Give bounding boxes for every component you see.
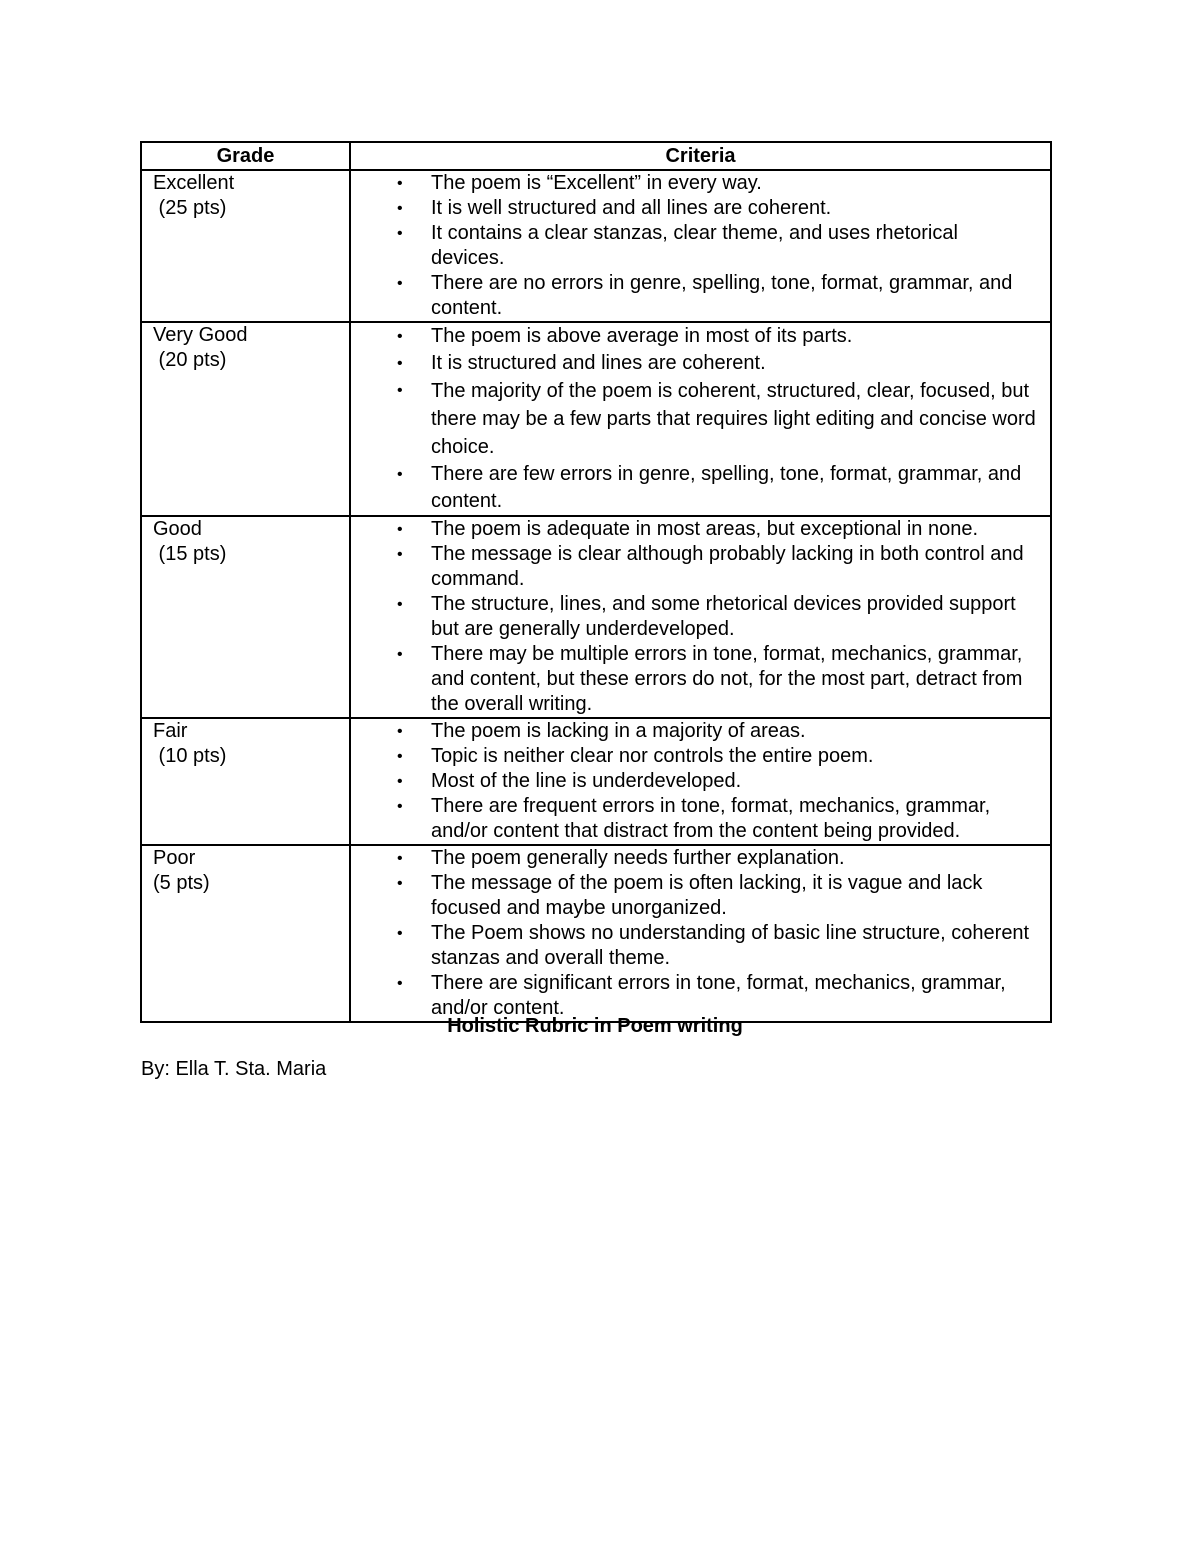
criteria-text: It contains a clear stanzas, clear theme, and uses rhetorical devices. — [431, 222, 958, 269]
grade-points: (15 pts) — [153, 543, 227, 565]
criteria-text: The message of the poem is often lacking, it is vague and lack focused and maybe unorganized. — [431, 872, 983, 919]
criteria-item — [351, 517, 1036, 542]
criteria-item — [351, 171, 1036, 196]
rubric-table — [140, 141, 1052, 1023]
bullet-icon: • — [397, 175, 403, 192]
table-row — [141, 170, 1051, 322]
criteria-column-header: Criteria — [350, 142, 1051, 170]
bullet-icon: • — [397, 275, 403, 292]
criteria-text: There are significant errors in tone, format, mechanics, grammar, and/or content. — [431, 972, 1006, 1019]
criteria-text: There are few errors in genre, spelling, tone, format, grammar, and content. — [431, 463, 1022, 512]
criteria-item — [351, 592, 1036, 642]
bullet-icon: • — [397, 875, 403, 892]
grade-points: (20 pts) — [153, 349, 227, 371]
criteria-text: It is structured and lines are coherent. — [431, 352, 766, 374]
bullet-icon: • — [397, 596, 403, 613]
criteria-text: Most of the line is underdeveloped. — [431, 770, 742, 792]
criteria-text: There are no errors in genre, spelling, tone, format, grammar, and content. — [431, 272, 1013, 319]
bullet-icon: • — [397, 850, 403, 867]
criteria-text: The poem generally needs further explanation. — [431, 847, 845, 869]
table-caption: Holistic Rubric in Poem writing — [447, 1015, 743, 1037]
grade-cell — [141, 845, 350, 1022]
criteria-item — [351, 719, 1036, 744]
grade-cell — [141, 170, 350, 322]
grade-name: Excellent — [153, 172, 235, 194]
criteria-text: There may be multiple errors in tone, format, mechanics, grammar, and content, but these errors do not, for the most part, detract from the overall writing. — [431, 643, 1023, 715]
table-row — [141, 322, 1051, 516]
bullet-icon: • — [397, 466, 403, 483]
criteria-text: It is well structured and all lines are coherent. — [431, 197, 832, 219]
bullet-icon: • — [397, 748, 403, 765]
author-line: By: Ella T. Sta. Maria — [141, 1058, 327, 1080]
grade-cell — [141, 516, 350, 718]
criteria-item — [351, 846, 1036, 871]
criteria-text: The poem is adequate in most areas, but exceptional in none. — [431, 518, 979, 540]
criteria-list — [351, 517, 1036, 717]
criteria-cell — [350, 845, 1051, 1022]
criteria-item — [351, 377, 1036, 461]
bullet-icon: • — [397, 225, 403, 242]
criteria-cell — [350, 718, 1051, 845]
criteria-item — [351, 196, 1036, 221]
grade-points: (5 pts) — [153, 872, 210, 894]
criteria-item — [351, 271, 1036, 321]
grade-points: (25 pts) — [153, 197, 227, 219]
grade-cell — [141, 322, 350, 516]
bullet-icon: • — [397, 328, 403, 345]
criteria-cell — [350, 516, 1051, 718]
criteria-text: The poem is lacking in a majority of areas. — [431, 720, 806, 742]
bullet-icon: • — [397, 773, 403, 790]
criteria-text: The structure, lines, and some rhetorical devices provided support but are generally underdeveloped. — [431, 593, 1016, 640]
table-row — [141, 845, 1051, 1022]
table-header-row — [141, 142, 1051, 170]
criteria-item — [351, 323, 1036, 350]
criteria-item — [351, 794, 1036, 844]
criteria-item — [351, 744, 1036, 769]
grade-points: (10 pts) — [153, 745, 227, 767]
criteria-text: The poem is “Excellent” in every way. — [431, 172, 762, 194]
bullet-icon: • — [397, 798, 403, 815]
criteria-list — [351, 719, 1036, 844]
bullet-icon: • — [397, 382, 403, 399]
criteria-item — [351, 921, 1036, 971]
criteria-item — [351, 350, 1036, 377]
criteria-item — [351, 221, 1036, 271]
bullet-icon: • — [397, 925, 403, 942]
criteria-list — [351, 171, 1036, 321]
bullet-icon: • — [397, 723, 403, 740]
bullet-icon: • — [397, 646, 403, 663]
criteria-item — [351, 769, 1036, 794]
bullet-icon: • — [397, 975, 403, 992]
grade-name: Good — [153, 518, 202, 540]
bullet-icon: • — [397, 546, 403, 563]
grade-name: Poor — [153, 847, 196, 869]
criteria-text: Topic is neither clear nor controls the entire poem. — [431, 745, 874, 767]
table-row — [141, 516, 1051, 718]
criteria-item — [351, 461, 1036, 515]
criteria-text: The message is clear although probably lacking in both control and command. — [431, 543, 1024, 590]
criteria-cell — [350, 170, 1051, 322]
criteria-item — [351, 542, 1036, 592]
criteria-cell — [350, 322, 1051, 516]
criteria-list — [351, 846, 1036, 1021]
criteria-item — [351, 871, 1036, 921]
grade-name: Very Good — [153, 324, 248, 346]
grade-cell — [141, 718, 350, 845]
criteria-item — [351, 642, 1036, 717]
criteria-text: The poem is above average in most of its parts. — [431, 325, 853, 347]
grade-column-header: Grade — [141, 142, 350, 170]
criteria-text: The Poem shows no understanding of basic line structure, coherent stanzas and overall theme. — [431, 922, 1030, 969]
bullet-icon: • — [397, 200, 403, 217]
criteria-list — [351, 323, 1036, 515]
grade-name: Fair — [153, 720, 188, 742]
bullet-icon: • — [397, 355, 403, 372]
criteria-text: The majority of the poem is coherent, structured, clear, focused, but there may be a few parts that requires light editing and concise word choice. — [431, 380, 1036, 458]
criteria-text: There are frequent errors in tone, format, mechanics, grammar, and/or content that distract from the content being provided. — [431, 795, 991, 842]
bullet-icon: • — [397, 521, 403, 538]
table-row — [141, 718, 1051, 845]
